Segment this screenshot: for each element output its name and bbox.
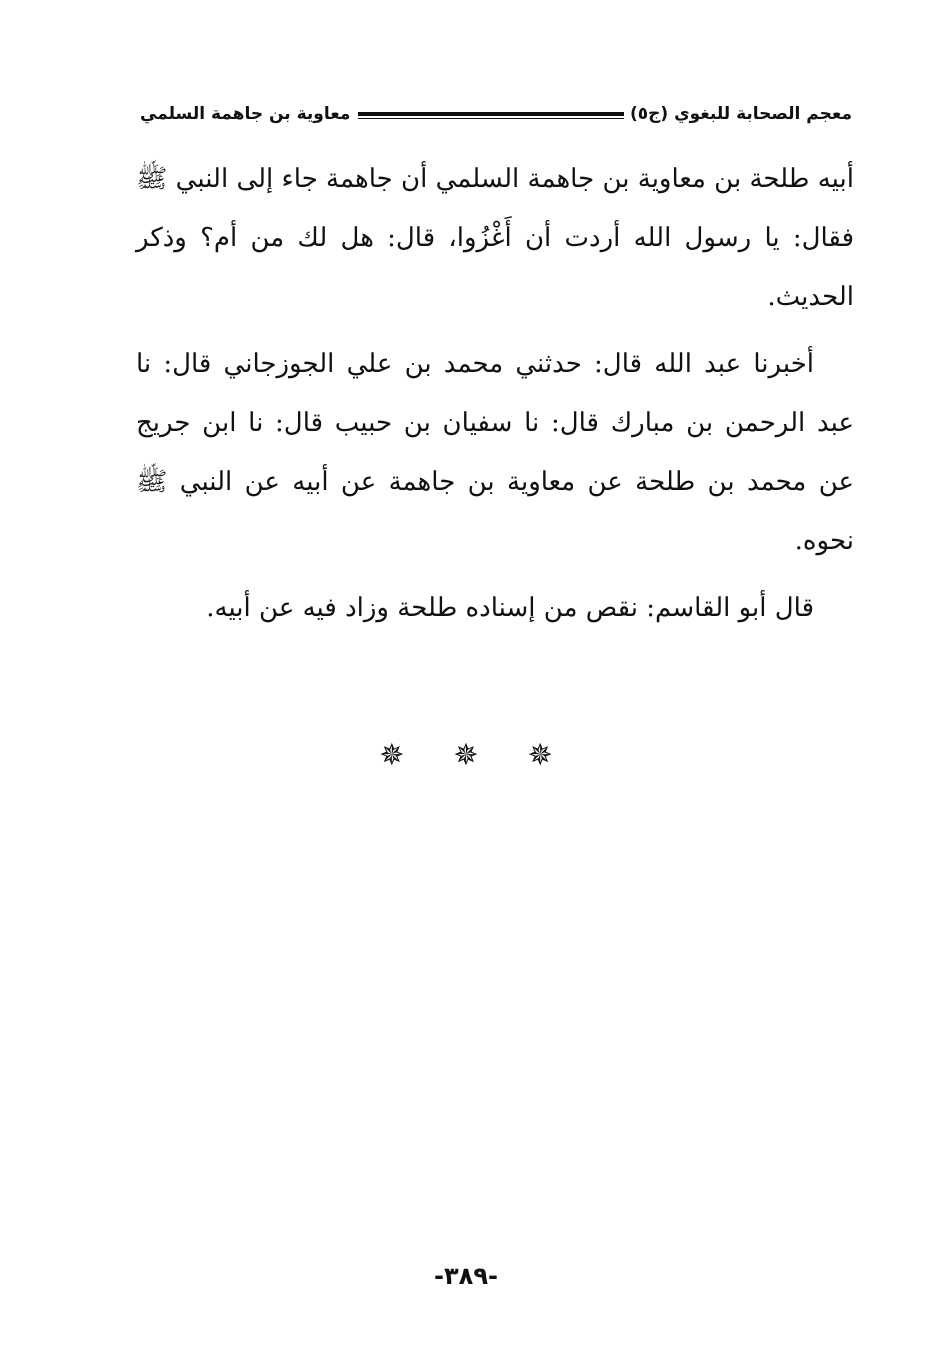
- eight-point-star-icon: ✵: [453, 738, 479, 773]
- eight-point-star-icon: ✵: [527, 738, 553, 773]
- paragraph-hadith-continuation: أبيه طلحة بن معاوية بن جاهمة السلمي أن جاهمة جاء إلى النبي ﷺ فقال: يا رسول الله أردت أن أَغْزُوا، قال: هل لك من أم؟ وذكر الحديث.: [136, 164, 854, 312]
- header-book-title: معجم الصحابة للبغوي (ج٥): [629, 104, 852, 124]
- section-divider: [0, 738, 932, 773]
- running-header: [140, 100, 852, 134]
- paragraph-comment: قال أبو القاسم: نقص من إسناده طلحة وزاد فيه عن أبيه.: [206, 593, 814, 623]
- paragraph-isnad: أخبرنا عبد الله قال: حدثني محمد بن علي الجوزجاني قال: نا عبد الرحمن بن مبارك قال: نا سفيان بن حبيب قال: نا ابن جريج عن محمد بن طلحة عن معاوية بن جاهمة عن أبيه عن النبي ﷺ نحوه.: [136, 349, 854, 556]
- header-rule: [358, 112, 624, 119]
- page-number: -٣٨٩-: [434, 1262, 498, 1290]
- header-chapter-title: معاوية بن جاهمة السلمي: [140, 104, 351, 124]
- eight-point-star-icon: ✵: [379, 738, 405, 773]
- body-text: [136, 150, 854, 646]
